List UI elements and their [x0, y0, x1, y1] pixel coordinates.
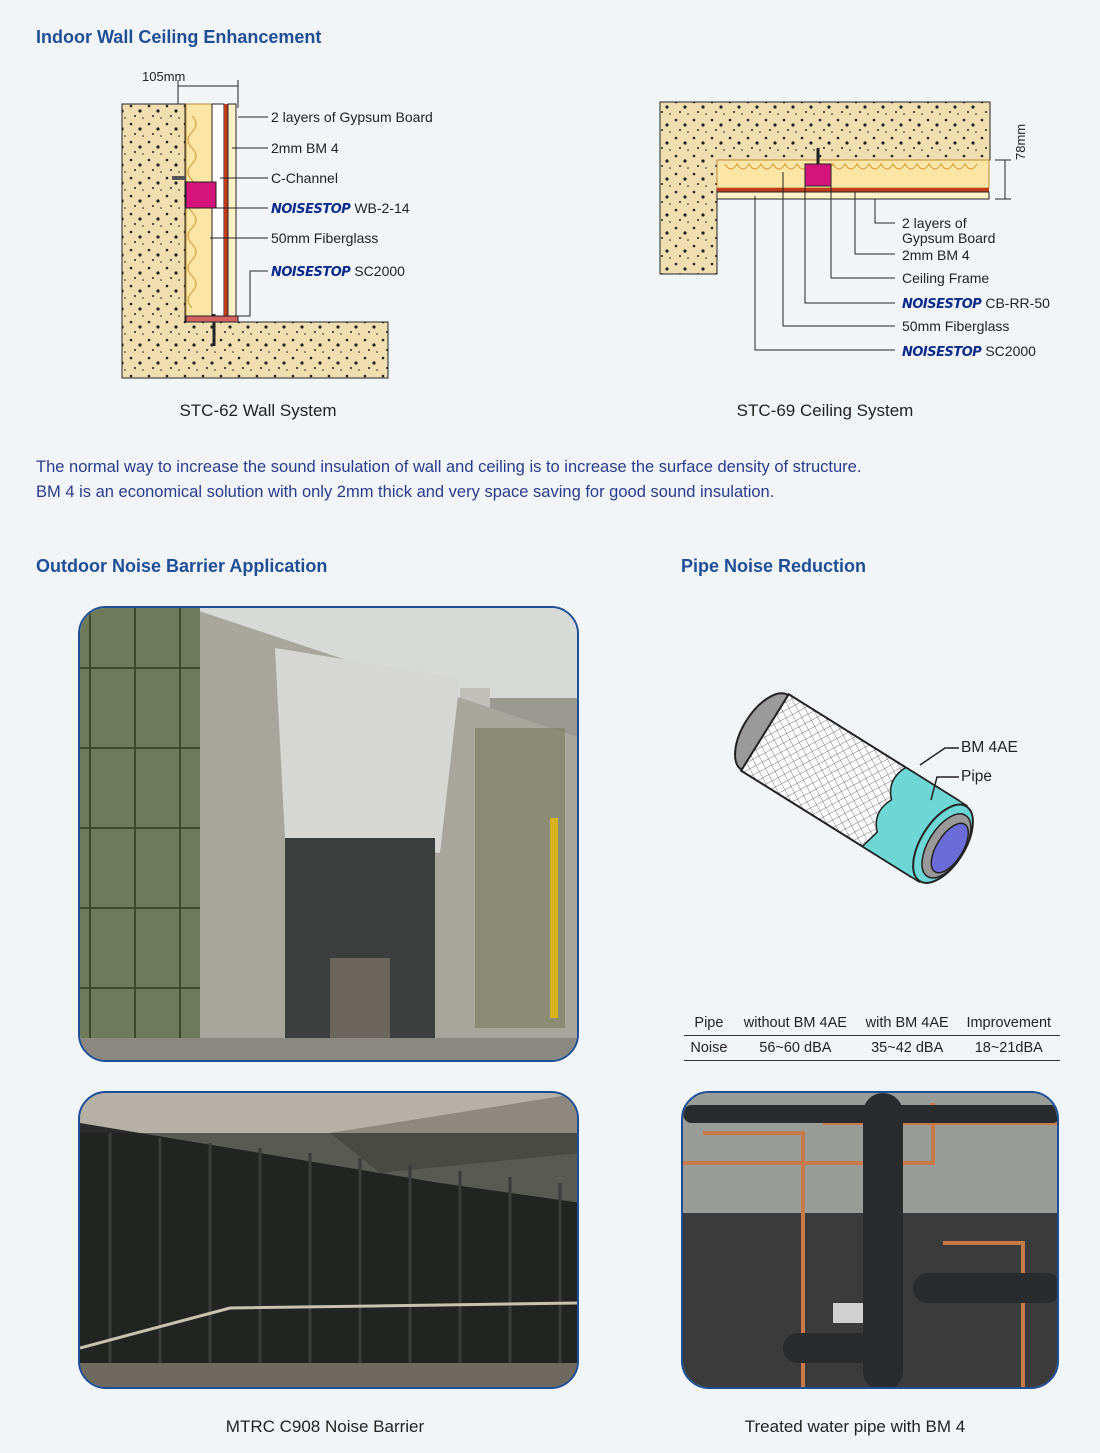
pipe-label-bm4ae: BM 4AE [961, 739, 1018, 756]
ceiling-label-gypsum-1: 2 layers of [902, 215, 967, 231]
description-line-1: The normal way to increase the sound insulation of wall and ceiling is to increase the surface density of structure. [36, 458, 862, 476]
wall-label-wb214: NOISESTOP WB-2-14 [271, 200, 410, 217]
table-header-cell: with BM 4AE [857, 1013, 958, 1036]
table-header-cell: Improvement [958, 1013, 1060, 1036]
wall-label-fiberglass: 50mm Fiberglass [271, 230, 379, 246]
table-cell: 18~21dBA [958, 1036, 1060, 1061]
pipe-wrap-diagram [715, 690, 1015, 900]
table-header-cell: Pipe [684, 1013, 734, 1036]
pipe-label-pipe: Pipe [961, 768, 993, 785]
description-line-2: BM 4 is an economical solution with only 2mm thick and very space saving for good sound insulation. [36, 483, 775, 501]
table-cell: 35~42 dBA [857, 1036, 958, 1061]
noise-barrier-tunnel-photo [78, 1091, 579, 1389]
ceiling-caption: STC-69 Ceiling System [736, 401, 914, 420]
heading-outdoor: Outdoor Noise Barrier Application [36, 556, 328, 576]
brand-logo: NOISESTOP [902, 297, 982, 312]
ceiling-label-bm4: 2mm BM 4 [902, 247, 970, 263]
table-header-row [684, 1013, 1060, 1036]
table-cell: 56~60 dBA [734, 1036, 857, 1061]
ceiling-label-fiberglass: 50mm Fiberglass [902, 318, 1010, 334]
treated-pipe-photo [681, 1091, 1059, 1389]
noise-barrier-construction-photo [78, 606, 579, 1062]
heading-pipe: Pipe Noise Reduction [681, 556, 867, 576]
ceiling-label-cbrr50: NOISESTOP CB-RR-50 [902, 295, 1050, 312]
wall-label-sc2000: NOISESTOP SC2000 [271, 263, 405, 280]
wall-dimension: 105mm [142, 69, 186, 84]
wall-caption: STC-62 Wall System [179, 401, 337, 420]
wall-label-gypsum: 2 layers of Gypsum Board [271, 109, 433, 125]
brand-logo: NOISESTOP [271, 202, 351, 217]
treated-caption: Treated water pipe with BM 4 [744, 1417, 966, 1436]
table-cell: Noise [684, 1036, 734, 1061]
table-row [684, 1036, 1060, 1061]
ceiling-label-sc2000: NOISESTOP SC2000 [902, 343, 1036, 360]
table-header-cell: without BM 4AE [734, 1013, 857, 1036]
wall-label-channel: C-Channel [271, 170, 338, 186]
brand-logo: NOISESTOP [902, 345, 982, 360]
ceiling-label-gypsum-2: Gypsum Board [902, 230, 996, 246]
brand-logo: NOISESTOP [271, 265, 351, 280]
noise-reduction-table [684, 1013, 1060, 1061]
heading-indoor: Indoor Wall Ceiling Enhancement [36, 27, 322, 47]
ceiling-label-frame: Ceiling Frame [902, 270, 990, 286]
barrier-caption: MTRC C908 Noise Barrier [225, 1417, 425, 1436]
ceiling-dimension: 78mm [1013, 123, 1028, 160]
wall-label-bm4: 2mm BM 4 [271, 140, 339, 156]
description-paragraph [36, 455, 1036, 505]
